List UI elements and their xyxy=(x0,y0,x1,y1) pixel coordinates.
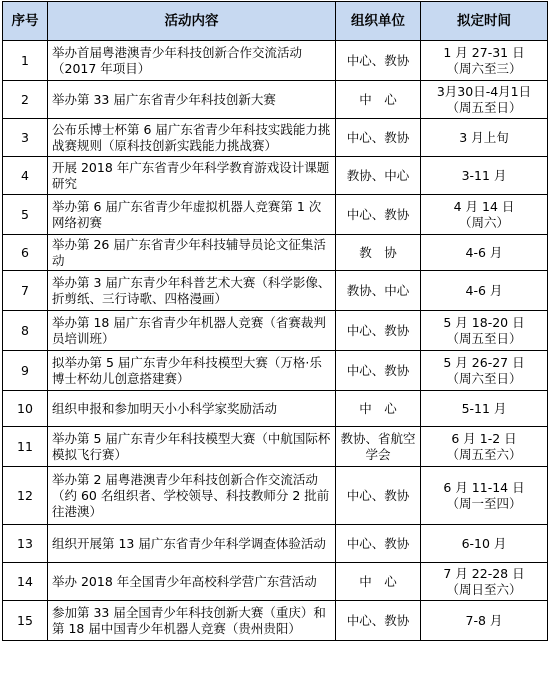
row-date xyxy=(421,81,548,119)
row-organizer xyxy=(336,563,421,601)
row-number xyxy=(3,351,48,391)
table-row xyxy=(3,235,548,271)
row-organizer xyxy=(336,81,421,119)
row-organizer xyxy=(336,119,421,157)
row-date xyxy=(421,271,548,311)
row-activity-text: 组织申报和参加明天小小科学家奖励活动 xyxy=(52,400,278,416)
row-date-text: 3月30日-4月1日 （周五至日） xyxy=(436,83,532,115)
header-row xyxy=(3,2,548,41)
row-number xyxy=(3,119,48,157)
row-activity-text: 举办第 18 届广东省青少年机器人竞赛（省赛裁判员培训班） xyxy=(52,314,326,346)
row-date-text: 5-11 月 xyxy=(461,400,507,416)
row-number xyxy=(3,271,48,311)
table-row xyxy=(3,467,548,525)
row-activity-text: 举办第 33 届广东省青少年科技创新大赛 xyxy=(52,91,276,107)
row-number xyxy=(3,311,48,351)
table-row xyxy=(3,563,548,601)
table-row xyxy=(3,81,548,119)
row-number-text: 15 xyxy=(17,612,33,628)
row-number-text: 12 xyxy=(17,487,33,503)
row-organizer xyxy=(336,351,421,391)
row-date-text: 3-11 月 xyxy=(461,167,507,183)
row-organizer-text: 教协、省航空学会 xyxy=(340,430,416,462)
row-activity-text: 开展 2018 年广东省青少年科学教育游戏设计课题研究 xyxy=(52,159,330,191)
row-number xyxy=(3,195,48,235)
row-activity xyxy=(48,467,336,525)
row-date xyxy=(421,157,548,195)
row-organizer-text: 中 心 xyxy=(359,573,397,589)
row-organizer-text: 中心、教协 xyxy=(346,487,410,503)
row-date xyxy=(421,525,548,563)
row-activity-text: 参加第 33 届全国青少年科技创新大赛（重庆）和第 18 届中国青少年机器人竞赛（贵州贵阳） xyxy=(52,604,326,636)
row-activity xyxy=(48,41,336,81)
row-activity xyxy=(48,119,336,157)
row-activity xyxy=(48,427,336,467)
row-number-text: 10 xyxy=(17,400,33,416)
row-organizer-text: 中心、教协 xyxy=(346,206,410,222)
table-body xyxy=(3,41,548,641)
table-row xyxy=(3,427,548,467)
row-activity xyxy=(48,235,336,271)
row-date xyxy=(421,235,548,271)
row-number-text: 13 xyxy=(17,535,33,551)
row-organizer-text: 中心、教协 xyxy=(346,129,410,145)
row-activity-text: 公布乐博士杯第 6 届广东省青少年科技实践能力挑战赛规则（原科技创新实践能力挑战赛） xyxy=(52,121,331,153)
row-number xyxy=(3,157,48,195)
row-date-text: 5 月 18-20 日 （周五至日） xyxy=(443,314,525,346)
row-number xyxy=(3,427,48,467)
row-activity-text: 举办第 3 届广东青少年科普艺术大赛（科学影像、折剪纸、三行诗歌、四格漫画） xyxy=(52,274,331,306)
table-row xyxy=(3,157,548,195)
table-row xyxy=(3,271,548,311)
row-activity xyxy=(48,311,336,351)
row-organizer-text: 教协、中心 xyxy=(346,282,410,298)
row-date xyxy=(421,311,548,351)
row-number-text: 14 xyxy=(17,573,33,589)
row-activity xyxy=(48,271,336,311)
row-organizer xyxy=(336,271,421,311)
row-number-text: 7 xyxy=(21,282,29,298)
row-organizer xyxy=(336,391,421,427)
row-organizer xyxy=(336,601,421,641)
row-organizer-text: 中 心 xyxy=(359,91,397,107)
row-number xyxy=(3,81,48,119)
row-activity-text: 举办第 2 届粤港澳青少年科技创新合作交流活动（约 60 名组织者、学校领导、科技教师分 2 批前往港澳） xyxy=(52,471,330,519)
header-date: 拟定时间 xyxy=(421,2,548,41)
row-number xyxy=(3,601,48,641)
row-number-text: 8 xyxy=(21,322,29,338)
table-row xyxy=(3,41,548,81)
row-date xyxy=(421,41,548,81)
row-activity-text: 举办首届粤港澳青少年科技创新合作交流活动（2017 年项目） xyxy=(52,44,303,76)
row-number xyxy=(3,391,48,427)
row-date-text: 4-6 月 xyxy=(465,282,503,298)
row-activity xyxy=(48,81,336,119)
header-org: 组织单位 xyxy=(336,2,421,41)
row-organizer-text: 中心、教协 xyxy=(346,362,410,378)
row-activity xyxy=(48,195,336,235)
header-activity: 活动内容 xyxy=(48,2,336,41)
row-activity xyxy=(48,391,336,427)
row-date xyxy=(421,195,548,235)
table-row xyxy=(3,525,548,563)
row-activity-text: 举办 2018 年全国青少年高校科学营广东营活动 xyxy=(52,573,317,589)
row-organizer xyxy=(336,467,421,525)
row-organizer-text: 教协、中心 xyxy=(346,167,410,183)
row-date xyxy=(421,391,548,427)
header-num: 序号 xyxy=(3,2,48,41)
row-activity xyxy=(48,351,336,391)
table-row xyxy=(3,391,548,427)
row-date-text: 4 月 14 日 （周六） xyxy=(453,198,515,230)
row-date xyxy=(421,351,548,391)
row-organizer xyxy=(336,311,421,351)
row-date-text: 3 月上旬 xyxy=(459,129,509,145)
row-activity xyxy=(48,601,336,641)
table-row xyxy=(3,195,548,235)
row-date xyxy=(421,601,548,641)
table-row xyxy=(3,351,548,391)
row-date-text: 6 月 11-14 日 （周一至四） xyxy=(443,479,525,511)
row-organizer-text: 中心、教协 xyxy=(346,52,410,68)
row-date-text: 1 月 27-31 日 （周六至三） xyxy=(443,44,525,76)
row-number-text: 3 xyxy=(21,129,29,145)
row-organizer-text: 中 心 xyxy=(359,400,397,416)
row-number-text: 6 xyxy=(21,244,29,260)
row-date-text: 6 月 1-2 日 （周五至六） xyxy=(446,430,522,462)
row-number xyxy=(3,235,48,271)
row-organizer-text: 中心、教协 xyxy=(346,535,410,551)
row-activity-text: 组织开展第 13 届广东省青少年科学调查体验活动 xyxy=(52,535,326,551)
row-organizer xyxy=(336,525,421,563)
row-date-text: 7 月 22-28 日 （周日至六） xyxy=(443,565,525,597)
row-activity xyxy=(48,525,336,563)
row-organizer xyxy=(336,427,421,467)
row-number-text: 5 xyxy=(21,206,29,222)
row-number-text: 11 xyxy=(17,438,33,454)
row-activity-text: 拟举办第 5 届广东青少年科技模型大赛（万格·乐博士杯幼儿创意搭建赛） xyxy=(52,354,322,386)
row-number xyxy=(3,525,48,563)
row-date-text: 4-6 月 xyxy=(465,244,503,260)
row-date xyxy=(421,427,548,467)
row-date-text: 6-10 月 xyxy=(461,535,507,551)
row-number-text: 9 xyxy=(21,362,29,378)
row-organizer-text: 教 协 xyxy=(359,244,397,260)
row-activity-text: 举办第 5 届广东青少年科技模型大赛（中航国际杯模拟飞行赛） xyxy=(52,430,331,462)
row-activity-text: 举办第 26 届广东省青少年科技辅导员论文征集活动 xyxy=(52,236,326,268)
row-activity xyxy=(48,563,336,601)
row-number-text: 2 xyxy=(21,91,29,107)
row-date xyxy=(421,467,548,525)
row-date xyxy=(421,563,548,601)
row-organizer-text: 中心、教协 xyxy=(346,612,410,628)
row-date-text: 5 月 26-27 日 （周六至日） xyxy=(443,354,525,386)
row-organizer-text: 中心、教协 xyxy=(346,322,410,338)
row-date-text: 7-8 月 xyxy=(465,612,503,628)
row-number-text: 4 xyxy=(21,167,29,183)
row-number xyxy=(3,467,48,525)
row-number-text: 1 xyxy=(21,52,29,68)
row-organizer xyxy=(336,195,421,235)
row-date xyxy=(421,119,548,157)
table-row xyxy=(3,601,548,641)
row-organizer xyxy=(336,235,421,271)
row-organizer xyxy=(336,41,421,81)
row-number xyxy=(3,41,48,81)
table-row xyxy=(3,311,548,351)
row-activity-text: 举办第 6 届广东省青少年虚拟机器人竞赛第 1 次网络初赛 xyxy=(52,198,322,230)
activity-schedule-table xyxy=(2,1,548,641)
table-row xyxy=(3,119,548,157)
row-activity xyxy=(48,157,336,195)
row-organizer xyxy=(336,157,421,195)
row-number xyxy=(3,563,48,601)
